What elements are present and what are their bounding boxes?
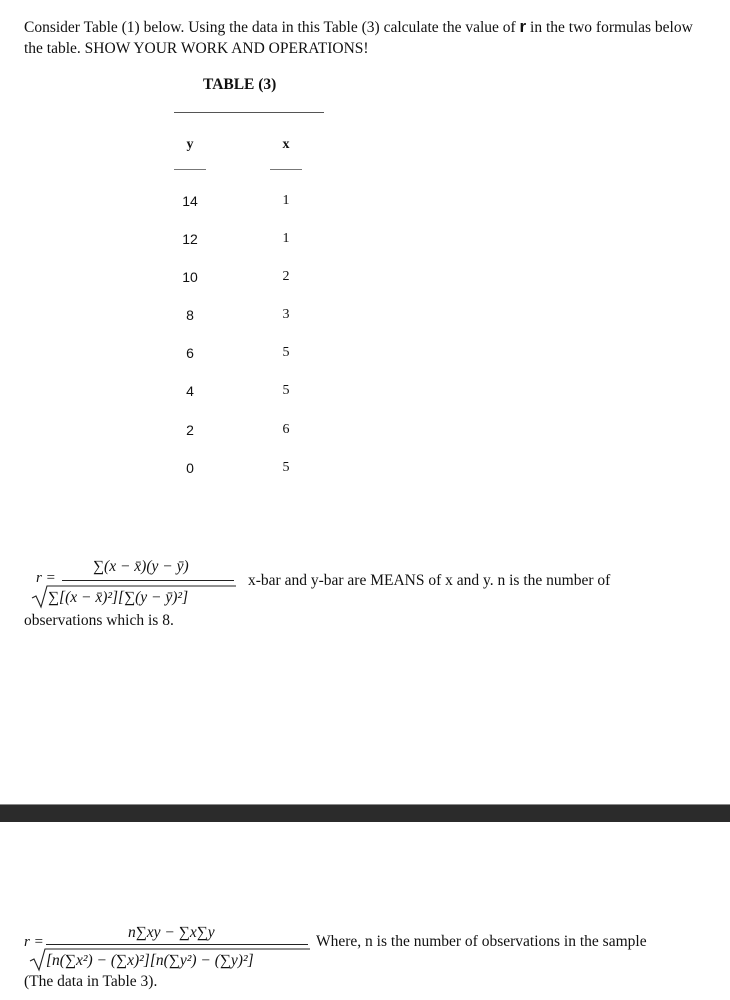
table-cell-x: 6	[282, 422, 290, 437]
column-header-y: y	[186, 137, 194, 152]
formula-1-note-continued: observations which is 8.	[24, 612, 174, 629]
r-symbol: r	[519, 17, 527, 36]
table-cell-x: 5	[282, 383, 290, 398]
table-cell-x: 3	[282, 307, 290, 322]
table-cell-x: 5	[282, 460, 290, 475]
table-cell-x: 1	[282, 193, 290, 208]
table-cell-y: 2	[186, 422, 194, 438]
table-cell-y: 10	[182, 269, 198, 285]
table-cell-y: 4	[186, 383, 194, 399]
section-divider	[0, 804, 730, 822]
formula-1-fraction-bar	[62, 580, 234, 581]
table-cell-y: 14	[182, 193, 198, 209]
column-rule-x	[270, 169, 302, 170]
column-rule-y	[174, 169, 206, 170]
table-cell-y: 8	[186, 307, 194, 323]
formula-1-lhs: r =	[36, 570, 56, 586]
column-header-x: x	[282, 137, 290, 152]
formula-2-note: Where, n is the number of observations in the sample	[316, 933, 647, 950]
table-cell-x: 2	[282, 269, 290, 284]
instructions-paragraph	[24, 16, 714, 59]
formula-1-denominator: ∑[(x − x̄)²][∑(y − ȳ)²]	[48, 589, 189, 606]
formula-2-fraction-bar	[46, 944, 308, 945]
table-title: TABLE (3)	[203, 76, 277, 93]
table-top-rule	[174, 112, 324, 113]
formula-2-note-continued: (The data in Table 3).	[24, 973, 158, 990]
table-cell-y: 12	[182, 231, 198, 247]
formula-2-lhs: r =	[24, 934, 44, 950]
table-cell-x: 5	[282, 345, 290, 360]
formula-1-numerator: ∑(x − x̄)(y − ȳ)	[93, 558, 189, 575]
formula-2-denominator: [n(∑x²) − (∑x)²][n(∑y²) − (∑y)²]	[46, 952, 254, 969]
instructions-text-start: Consider Table (1) below. Using the data in this Table (3) calculate the value of	[24, 19, 520, 36]
instructions-text-end: in the two formulas below the table. SHOW YOUR WORK AND OPERATIONS!	[24, 19, 693, 57]
table-cell-y: 6	[186, 345, 194, 361]
formula-2-numerator: n∑xy − ∑x∑y	[128, 924, 215, 941]
table-cell-x: 1	[282, 231, 290, 246]
formula-1-note: x-bar and y-bar are MEANS of x and y. n is the number of	[248, 572, 611, 589]
table-cell-y: 0	[186, 460, 194, 476]
